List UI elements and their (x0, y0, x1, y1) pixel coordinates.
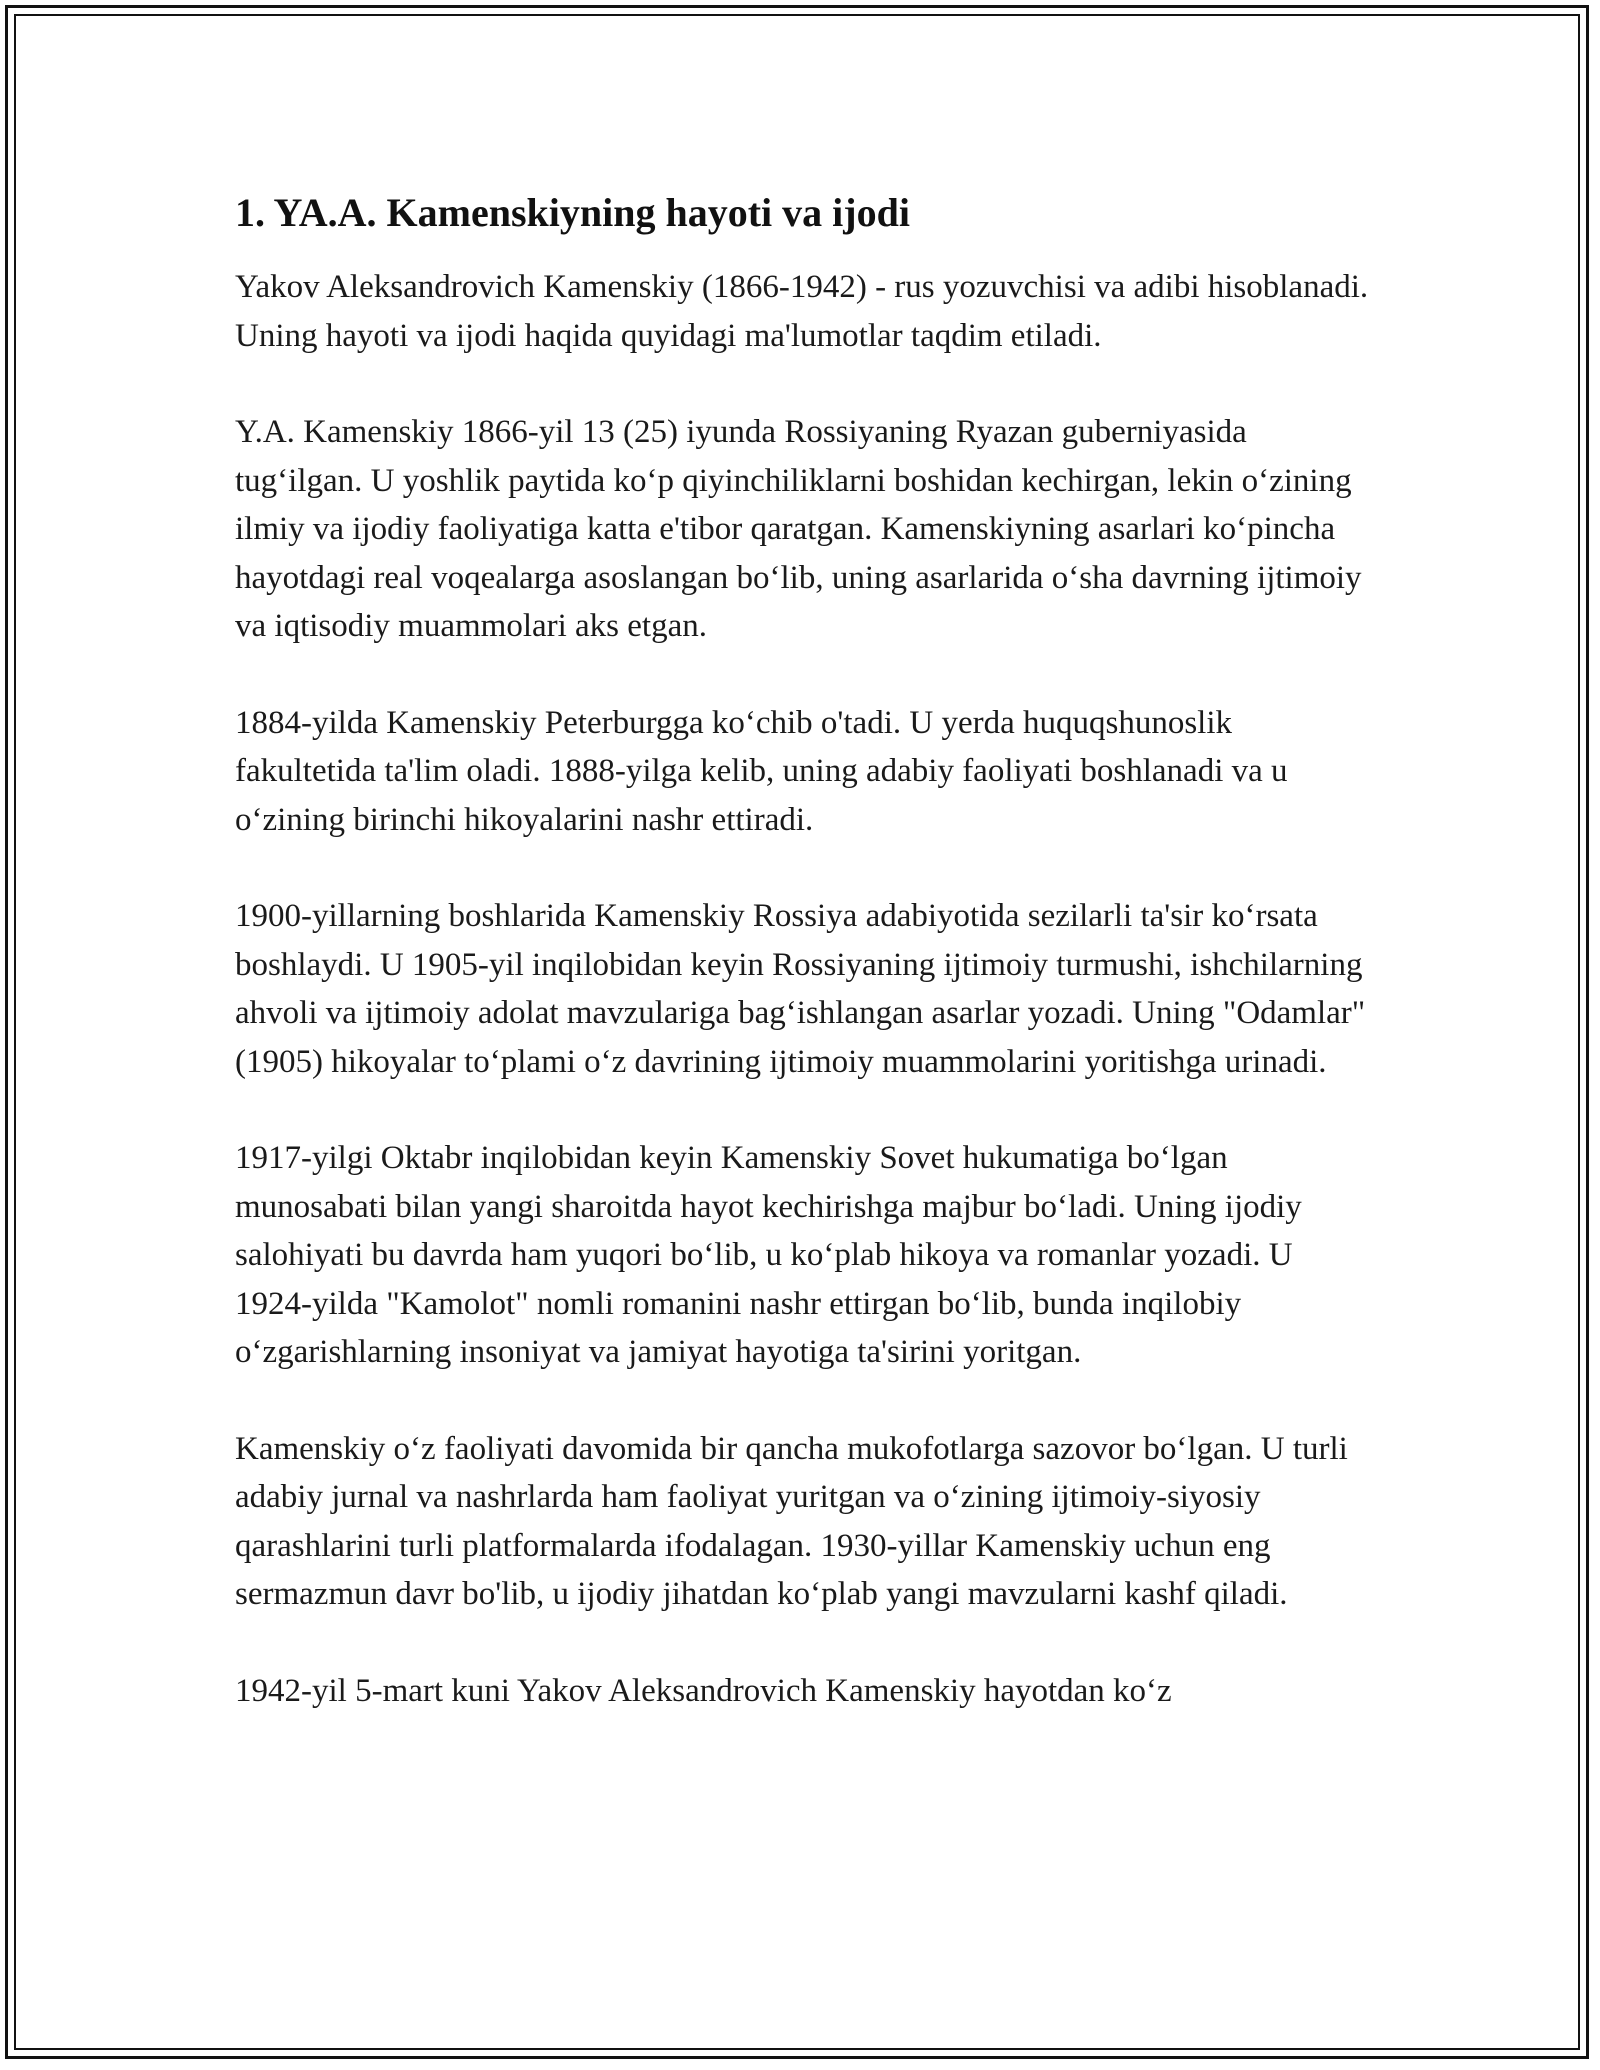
document-body (235, 185, 1375, 1763)
paragraph-1900s: 1900-yillarning boshlarida Kamenskiy Rossiya adabiyotida sezilarli ta'sir ko‘rsata boshlaydi. U 1905-yil inqilobidan keyin Rossiyaning ijtimoiy turmushi, ishchilarning ahvoli va ijtimoiy adolat mavzulariga bag‘ishlangan asarlar yozadi. Uning "Odamlar" (1905) hikoyalar to‘plami o‘z davrining ijtimoiy muammolarini yoritishga urinadi. (235, 898, 1366, 1080)
paragraph-1917: 1917-yilgi Oktabr inqilobidan keyin Kamenskiy Sovet hukumatiga bo‘lgan munosabati bilan yangi sharoitda hayot kechirishga majbur bo‘ladi. Uning ijodiy salohiyati bu davrda ham yuqori bo‘lib, u ko‘plab hikoya va romanlar yozadi. U 1924-yilda "Kamolot" nomli romanini nashr ettirgan bo‘lib, bunda inqilobiy o‘zgarishlarning insoniyat va jamiyat hayotiga ta'sirini yoritgan. (235, 1140, 1302, 1370)
paragraph-birth: Y.A. Kamenskiy 1866-yil 13 (25) iyunda Rossiyaning Ryazan guberniyasida tug‘ilgan. U yoshlik paytida ko‘p qiyinchiliklarni boshidan kechirgan, lekin o‘zining ilmiy va ijodiy faoliyatiga katta e'tibor qaratgan. Kamenskiyning asarlari ko‘pincha hayotdagi real voqealarga asoslangan bo‘lib, uning asarlarida o‘sha davrning ijtimoiy va iqtisodiy muammolari aks etgan. (235, 414, 1362, 644)
paragraph-awards: Kamenskiy o‘z faoliyati davomida bir qancha mukofotlarga sazovor bo‘lgan. U turli adabiy jurnal va nashrlarda ham faoliyat yuritgan va o‘zining ijtimoiy-siyosiy qarashlarini turli platformalarda ifodalagan. 1930-yillar Kamenskiy uchun eng sermazmun davr bo'lib, u ijodiy jihatdan ko‘plab yangi mavzularni kashf qiladi. (235, 1430, 1348, 1612)
paragraph-intro: Yakov Aleksandrovich Kamenskiy (1866-1942) - rus yozuvchisi va adibi hisoblanadi. Uning hayoti va ijodi haqida quyidagi ma'lumotlar taqdim etiladi. (235, 269, 1369, 354)
paragraph-death: 1942-yil 5-mart kuni Yakov Aleksandrovich Kamenskiy hayotdan ko‘z (235, 1672, 1172, 1709)
section-heading: 1. YA.A. Kamenskiyning hayoti va ijodi (235, 190, 910, 235)
paragraph-peterburg: 1884-yilda Kamenskiy Peterburgga ko‘chib o'tadi. U yerda huquqshunoslik fakultetida ta'lim oladi. 1888-yilga kelib, uning adabiy faoliyati boshlanadi va u o‘zining birinchi hikoyalarini nashr ettiradi. (235, 704, 1288, 838)
